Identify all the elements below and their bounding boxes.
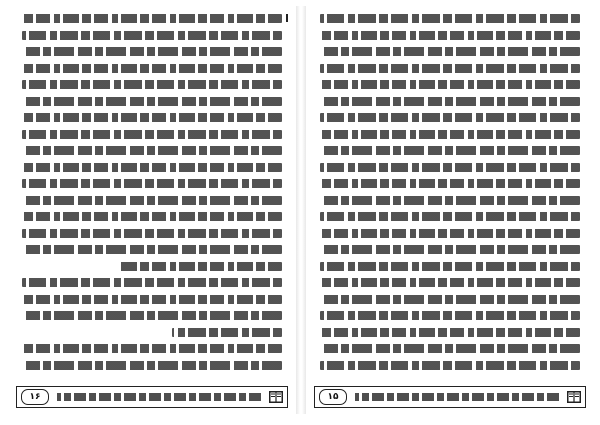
left-page xyxy=(8,6,296,414)
text-line xyxy=(118,262,282,271)
text-line xyxy=(320,163,580,172)
text-line xyxy=(22,97,282,106)
left-page-footer xyxy=(16,386,288,408)
text-line xyxy=(22,47,282,56)
book-icon xyxy=(269,391,283,403)
right-page-body-text xyxy=(320,14,580,380)
text-line xyxy=(320,311,580,320)
text-line xyxy=(320,146,580,155)
text-line xyxy=(320,196,580,205)
text-line xyxy=(320,14,580,23)
text-line xyxy=(22,196,282,205)
text-line xyxy=(22,130,282,139)
text-line xyxy=(320,245,580,254)
text-line xyxy=(22,31,282,40)
text-line xyxy=(320,328,580,337)
text-line xyxy=(320,262,580,271)
text-line xyxy=(22,146,282,155)
text-line xyxy=(320,179,580,188)
text-line xyxy=(22,361,282,370)
text-line xyxy=(320,47,580,56)
right-page-footer xyxy=(314,386,586,408)
page-number: ۱۵ xyxy=(319,389,347,405)
text-line xyxy=(22,295,282,304)
gutter-mark xyxy=(286,14,288,22)
left-page-body-text xyxy=(22,14,282,380)
text-line xyxy=(320,361,580,370)
text-line xyxy=(22,344,282,353)
text-line xyxy=(320,97,580,106)
text-line xyxy=(320,344,580,353)
text-line xyxy=(22,212,282,221)
running-title xyxy=(57,393,261,401)
right-page xyxy=(306,6,594,414)
text-line xyxy=(320,31,580,40)
text-line xyxy=(320,64,580,73)
text-line xyxy=(320,130,580,139)
text-line xyxy=(22,311,282,320)
text-line xyxy=(22,163,282,172)
text-line xyxy=(22,113,282,122)
text-line xyxy=(320,212,580,221)
book-gutter xyxy=(296,6,306,414)
book-icon xyxy=(567,391,581,403)
text-line xyxy=(172,328,282,337)
running-title xyxy=(355,393,559,401)
text-line xyxy=(320,278,580,287)
text-line xyxy=(22,80,282,89)
text-line xyxy=(22,278,282,287)
page-number: ۱۶ xyxy=(21,389,49,405)
text-line xyxy=(22,245,282,254)
text-line xyxy=(320,229,580,238)
text-line xyxy=(22,179,282,188)
text-line xyxy=(320,295,580,304)
text-line xyxy=(22,64,282,73)
text-line xyxy=(320,113,580,122)
text-line xyxy=(320,80,580,89)
text-line xyxy=(22,14,282,23)
text-line xyxy=(22,229,282,238)
